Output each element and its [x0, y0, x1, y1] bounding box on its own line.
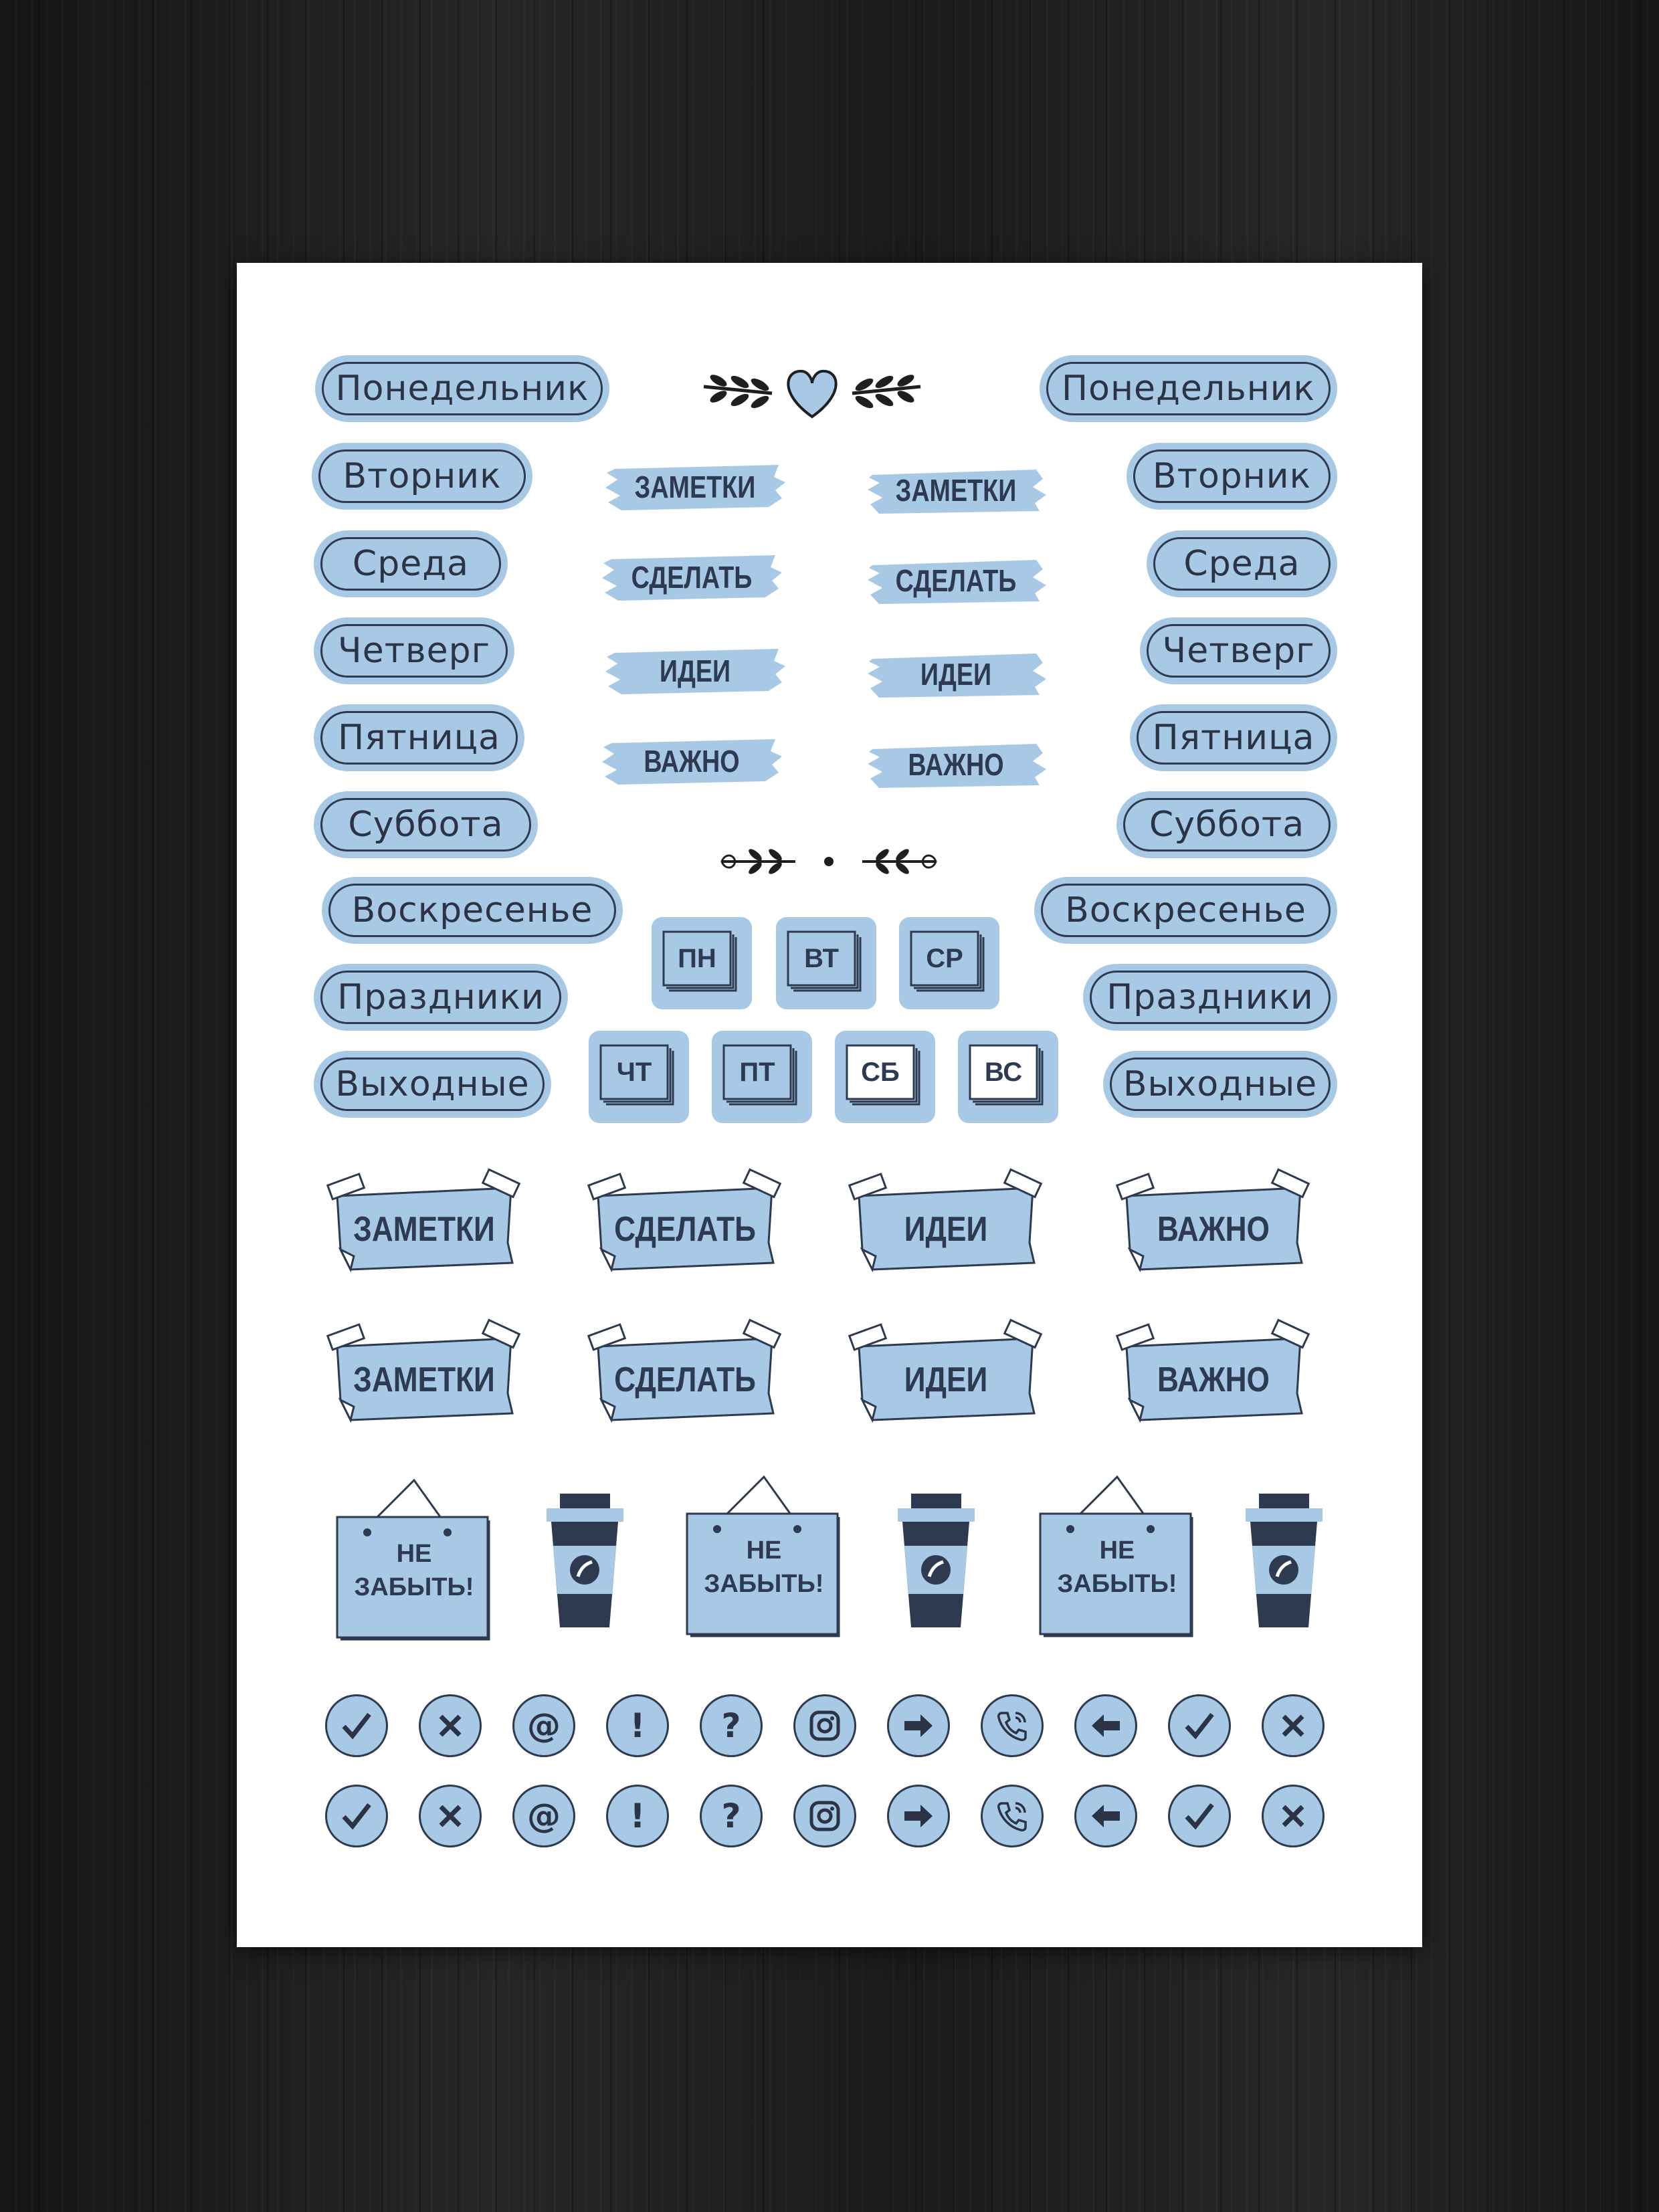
sign-line-2: ЗАБЫТЬ! [354, 1573, 474, 1601]
weekday-label: ВС [984, 1057, 1023, 1087]
brush-label-text: СДЕЛАТЬ [895, 563, 1017, 598]
check-icon [1168, 1694, 1231, 1757]
day-pill-left-9 [314, 1051, 551, 1118]
day-label: Выходные [1110, 1058, 1331, 1111]
day-pill-right-9 [1103, 1051, 1337, 1118]
day-pill-right-3 [1147, 530, 1337, 597]
sign-line-2: ЗАБЫТЬ! [704, 1570, 824, 1598]
weekday-label: ПТ [739, 1057, 775, 1087]
weekday-square [958, 1031, 1058, 1123]
weekday-square [589, 1031, 689, 1123]
weekday-label: СБ [861, 1057, 900, 1087]
brush-label-text: ИДЕИ [920, 657, 992, 692]
day-label: Праздники [1090, 971, 1331, 1024]
paper-note [324, 1163, 524, 1290]
day-label: Воскресенье [328, 884, 616, 937]
day-label: Четверг [320, 624, 508, 678]
hanging-sign [684, 1470, 844, 1637]
day-pill-right-6 [1116, 791, 1337, 858]
day-label: Воскресенье [1041, 884, 1331, 937]
hanging-sign [334, 1474, 494, 1641]
coffee-cup-icon [1240, 1494, 1327, 1634]
day-label: Четверг [1147, 624, 1331, 678]
day-pill-right-4 [1140, 617, 1337, 684]
brush-label [598, 547, 785, 607]
day-label: Вторник [318, 449, 526, 503]
cross-icon [1262, 1785, 1325, 1847]
day-pill-right-1 [1040, 355, 1337, 422]
laurel-dot-divider-icon [715, 841, 943, 882]
instagram-icon [793, 1694, 856, 1757]
sticker-sheet [237, 263, 1422, 1947]
brush-label-text: ЗАМЕТКИ [634, 470, 756, 504]
day-label: Суббота [320, 798, 531, 851]
exclamation-icon: ! [606, 1785, 669, 1847]
arrow-right-icon [887, 1694, 950, 1757]
note-label: ЗАМЕТКИ [353, 1361, 495, 1399]
instagram-icon [793, 1785, 856, 1847]
brush-label [862, 644, 1050, 704]
at-icon: @ [512, 1785, 575, 1847]
day-pill-left-8 [314, 964, 568, 1031]
note-label: ВАЖНО [1157, 1210, 1270, 1249]
check-icon [1168, 1785, 1231, 1847]
question-icon: ? [700, 1694, 763, 1757]
brush-label-text: ВАЖНО [908, 747, 1004, 782]
day-label: Среда [320, 537, 501, 591]
brush-label [862, 550, 1050, 611]
arrow-left-icon [1074, 1785, 1137, 1847]
question-icon: ? [700, 1785, 763, 1847]
day-label: Пятница [320, 711, 518, 765]
hanging-sign [1037, 1470, 1197, 1637]
day-label: Пятница [1137, 711, 1331, 765]
brush-label [598, 731, 785, 791]
brush-label [601, 457, 789, 517]
day-label: Выходные [320, 1058, 545, 1111]
day-pill-left-6 [314, 791, 538, 858]
note-label: СДЕЛАТЬ [614, 1361, 756, 1399]
weekday-square [835, 1031, 935, 1123]
note-label: ИДЕИ [904, 1210, 988, 1249]
weekday-square [776, 917, 876, 1009]
day-pill-left-4 [314, 617, 514, 684]
paper-note [1113, 1163, 1314, 1290]
day-pill-right-8 [1083, 964, 1337, 1031]
brush-label-text: ИДЕИ [659, 653, 731, 688]
day-label: Вторник [1133, 449, 1331, 503]
day-label: Понедельник [322, 362, 603, 415]
weekday-label: ПН [678, 943, 716, 973]
laurel-heart-divider-icon [698, 363, 926, 423]
day-label: Понедельник [1046, 362, 1331, 415]
note-label: ИДЕИ [904, 1361, 988, 1399]
weekday-label: ЧТ [616, 1057, 652, 1087]
weekday-square [712, 1031, 812, 1123]
brush-label-text: ВАЖНО [644, 744, 740, 779]
day-pill-left-1 [315, 355, 609, 422]
arrow-left-icon [1074, 1694, 1137, 1757]
day-pill-right-5 [1130, 704, 1337, 771]
brush-label-text: СДЕЛАТЬ [631, 560, 753, 595]
brush-label [862, 460, 1050, 520]
check-icon [325, 1785, 388, 1847]
brush-label-text: ЗАМЕТКИ [895, 473, 1017, 508]
cross-icon [419, 1694, 482, 1757]
sign-line-2: ЗАБЫТЬ! [1057, 1570, 1177, 1598]
brush-label [601, 641, 789, 701]
paper-note [585, 1163, 785, 1290]
paper-note [324, 1313, 524, 1440]
day-label: Суббота [1123, 798, 1331, 851]
sign-line-1: НЕ [396, 1540, 432, 1568]
day-pill-left-2 [312, 443, 532, 510]
weekday-label: СР [926, 943, 963, 973]
day-label: Среда [1153, 537, 1331, 591]
paper-note [1113, 1313, 1314, 1440]
coffee-cup-icon [541, 1494, 628, 1634]
cross-icon [419, 1785, 482, 1847]
weekday-square [899, 917, 999, 1009]
day-pill-right-7 [1034, 877, 1337, 944]
paper-note [585, 1313, 785, 1440]
arrow-right-icon [887, 1785, 950, 1847]
at-icon: @ [512, 1694, 575, 1757]
phone-icon [981, 1785, 1044, 1847]
brush-label [862, 734, 1050, 795]
weekday-square [652, 917, 752, 1009]
sign-line-1: НЕ [1099, 1536, 1135, 1565]
paper-note [846, 1313, 1046, 1440]
exclamation-icon: ! [606, 1694, 669, 1757]
day-pill-right-2 [1127, 443, 1337, 510]
day-pill-left-7 [322, 877, 623, 944]
note-label: ЗАМЕТКИ [353, 1210, 495, 1249]
coffee-cup-icon [892, 1494, 979, 1634]
day-pill-left-5 [314, 704, 524, 771]
sign-line-1: НЕ [746, 1536, 782, 1565]
check-icon [325, 1694, 388, 1757]
paper-note [846, 1163, 1046, 1290]
phone-icon [981, 1694, 1044, 1757]
note-label: ВАЖНО [1157, 1361, 1270, 1399]
weekday-label: ВТ [804, 943, 839, 973]
note-label: СДЕЛАТЬ [614, 1210, 756, 1249]
day-pill-left-3 [314, 530, 508, 597]
cross-icon [1262, 1694, 1325, 1757]
day-label: Праздники [320, 971, 561, 1024]
